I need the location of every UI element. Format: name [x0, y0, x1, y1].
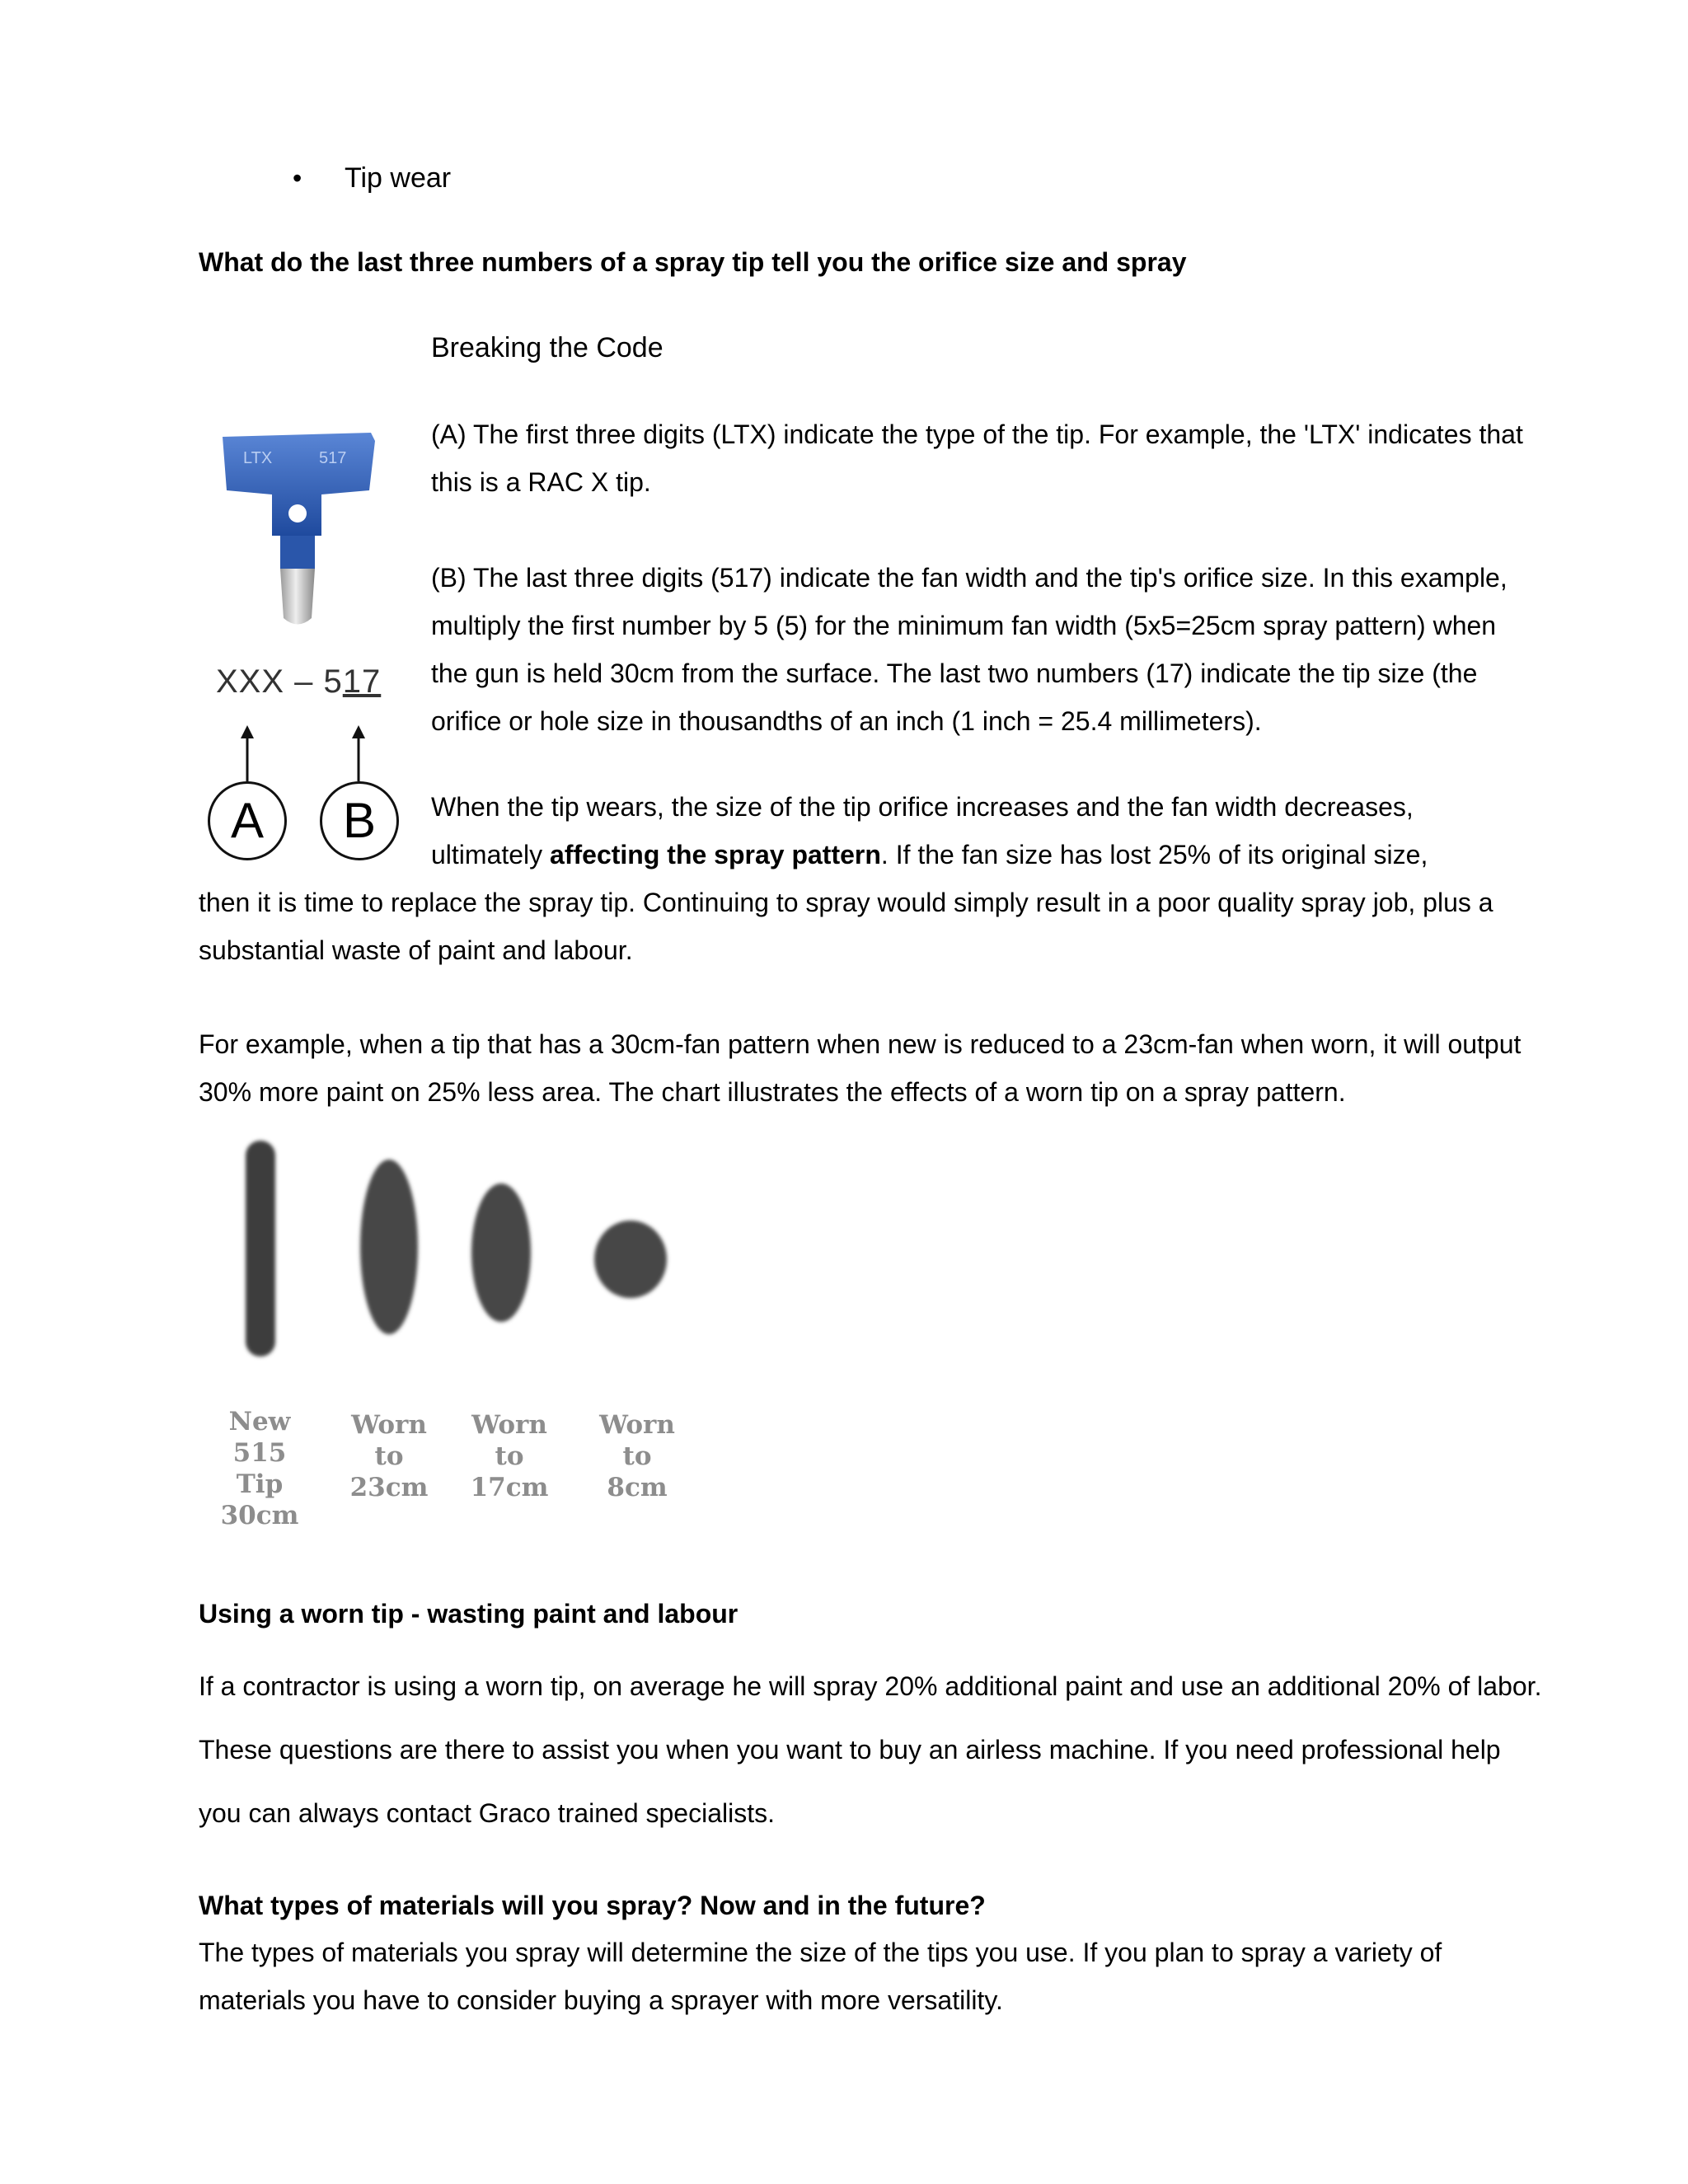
spray-label-line: 30cm	[220, 1501, 299, 1530]
spray-label-line: to	[495, 1441, 524, 1471]
spray-pattern-23cm	[360, 1160, 418, 1334]
heading-spray-tip-code: What do the last three numbers of a spray tip tell you the orifice size and spray	[199, 247, 1187, 277]
breaking-the-code-title: Breaking the Code	[431, 332, 663, 363]
heading-worn-tip: Using a worn tip - wasting paint and labour	[199, 1599, 738, 1629]
spray-pattern-17cm	[471, 1183, 531, 1322]
tip-neck-shape	[280, 536, 315, 569]
spray-label-line: 23cm	[349, 1473, 429, 1502]
heading-materials: What types of materials will you spray? Now and in the future?	[199, 1891, 986, 1920]
tip-wear-line-2-post: . If the fan size has lost 25% of its original size,	[880, 840, 1428, 869]
spray-label-line: to	[374, 1441, 404, 1471]
spray-tip-figure	[198, 412, 412, 923]
spray-label-line: Worn	[351, 1410, 427, 1440]
spray-pattern-new	[246, 1141, 275, 1357]
spray-tip-image	[198, 412, 412, 659]
arrow-a-head	[241, 725, 254, 738]
paragraph-tip-wear-rest: then it is time to replace the spray tip. Continuing to spray would simply result in a poor quality spray job, plus a substantial waste of paint and labour.	[199, 888, 1493, 965]
tip-type-text: LTX	[243, 449, 273, 467]
spray-label-line: 17cm	[470, 1473, 549, 1502]
label-a-circle: A	[208, 781, 287, 860]
paragraph-worn-tip: If a contractor is using a worn tip, on average he will spray 20% additional paint and use an additional 20% of labor. These questions are there to assist you when you want to buy an airless machine. If you need professional help you can always contact Graco trained specialists.	[199, 1671, 1542, 1828]
spray-label-line: to	[622, 1441, 652, 1471]
spray-label-line: Worn	[599, 1410, 675, 1440]
spray-label-line: Worn	[471, 1410, 547, 1440]
paragraph-materials: The types of materials you spray will determine the size of the tips you use. If you plan to spray a variety of materials you have to consider buying a sprayer with more versatility.	[199, 1938, 1442, 2015]
spray-label-line: 515 Tip	[232, 1438, 287, 1499]
spray-patterns-graphic	[206, 1129, 701, 1376]
paragraph-tip-wear-intro	[431, 783, 1536, 879]
paragraph-digits-b: (B) The last three digits (517) indicate the fan width and the tip's orifice size. In this example, multiply the first number by 5 (5) for the minimum fan width (5x5=25cm spray pattern) when the gun is held 30cm from the surface. The last two numbers (17) indicate the tip size (the orifice or hole size in thousandths of an inch (1 inch = 25.4 millimeters).	[431, 563, 1507, 736]
spray-label-23cm	[335, 1409, 443, 1503]
label-b-circle: B	[320, 781, 399, 860]
tip-code-prefix: XXX – 5	[216, 663, 343, 700]
spray-label-line: 8cm	[607, 1473, 668, 1502]
tip-wear-emphasis: affecting the spray pattern	[550, 840, 881, 869]
tip-number-text: 517	[319, 449, 347, 467]
spray-label-17cm	[456, 1409, 563, 1503]
bullet-marker: •	[293, 163, 302, 193]
spray-pattern-chart	[206, 1129, 701, 1530]
spray-label-8cm	[584, 1409, 691, 1503]
tip-wear-line-2-pre: ultimately	[431, 840, 551, 869]
spray-label-line: New	[228, 1407, 291, 1436]
arrow-b-head	[352, 725, 365, 738]
bullet-tip-wear: Tip wear	[345, 162, 452, 194]
paragraph-example: For example, when a tip that has a 30cm-fan pattern when new is reduced to a 23cm-fan when worn, it will output 30% more paint on 25% less area. The chart illustrates the effects of a worn tip on a spray pattern.	[199, 1029, 1522, 1107]
spray-pattern-8cm	[594, 1221, 667, 1298]
tip-wear-line-2	[431, 831, 1536, 879]
tip-metal-shape	[280, 569, 315, 625]
graco-logo-icon	[288, 504, 307, 523]
tip-code-text	[216, 663, 381, 701]
spray-label-new	[206, 1406, 313, 1531]
tip-wear-line-1: When the tip wears, the size of the tip orifice increases and the fan width decreases,	[431, 792, 1414, 822]
paragraph-digits-a: (A) The first three digits (LTX) indicate the type of the tip. For example, the 'LTX' indicates that this is a RAC X tip.	[431, 419, 1523, 497]
tip-code-suffix: 17	[342, 663, 382, 700]
